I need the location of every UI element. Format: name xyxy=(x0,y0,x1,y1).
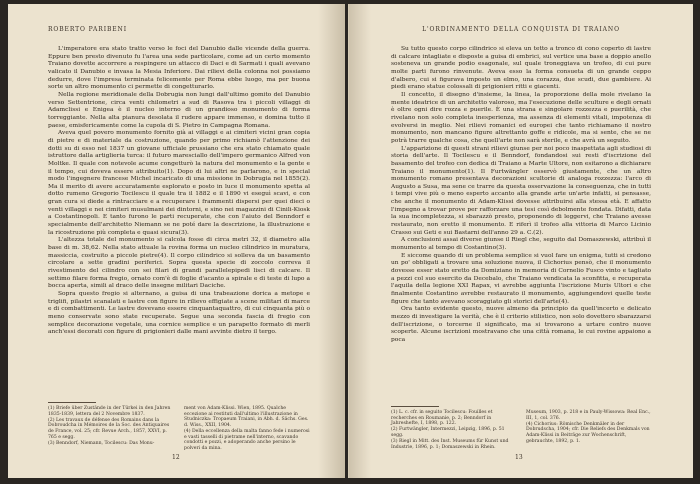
right-body-text xyxy=(391,46,651,345)
paragraph: E siccome quando di un problema semplice si vuol fare un enigma, tutti si credono un po' obbligati a trovare una soluzione nuova, il Cichorius pensò, che il monumento dovesse esser stato eretto da Domiziano in memoria di Cornelio Fusco vinto e tagliato a pezzi col suo esercito da Decebalo, che Traiano vendicata la sconfitta, e recuperata l'aquila della legione XXI Rapax, vi avrebbe aggiunta l'iscrizione Muris Ultori e che finalmente Costantino avrebbe restaurato il monumento, aggiungendovi quelle teste figure che tanto avevano scoraggiato gli storici dell'arte(4). xyxy=(391,252,651,305)
left-page xyxy=(8,4,345,478)
paragraph: Ora tanto evidente questo, nuove almeno da principio da quell'incerto e delicato mezzo di investigare la verità, che è il criterio stilistico, non solo dovettero sbarazzarsi dell'iscrizione, o torcerne il significato, ma si trovarono a urtare contro nuove scoperte. Alcune iscrizioni mostravano che una città romana, le cui rovine appaiono a poca xyxy=(391,306,651,343)
paragraph: Nella regione meridionale della Dobrugia non lungi dall'ultimo gomito del Danubio verso Settentrione, circa venti chilometri a sud di Rasova tra i piccoli villaggi di Adamclissi e Enigea è il nucleo interno di un grandioso monumento di forma torreggiante. Nella alta pianura desolata il rudere appare immenso, e domina tutto il paese, emisfericamente come la cupola di S. Pietro in Campagna Romana. xyxy=(48,91,310,129)
left-footnotes xyxy=(48,406,310,452)
paragraph: Su tutto questo corpo cilindrico si eleva un tetto a tronco di cono coperto di lastre di calcare intagliate e disposte a guisa di embrici, sul vertice una base a doppio anello sosteneva un grande podio esagonale, sul quale troneggiava un trofeo, di cui pure molte parti furono rinvenute. Aveva esso la forma consueta di un grande ceppo d'albero, cui si figurava imposto un elmo, una corazza, due scudi, due gambiere. Ai piedi erano statue colossali di prigionieri ritti e giacenti. xyxy=(391,46,651,91)
footnote: (1) L. c. cfr. in seguito Tocilescu: Fouilles et recherches en Roumanie, p. 2; Benndorf in Jahreshefte, I, 1898, p. 122. xyxy=(391,410,493,427)
footnote-column xyxy=(48,406,174,452)
footnote-column xyxy=(391,410,516,451)
footnote: (2) Furtwängler, Intermezzi, Leipzig, 1896, p. 51 segg. xyxy=(391,427,505,438)
footnote-column xyxy=(184,406,310,452)
left-page-number: 12 xyxy=(172,454,180,461)
paragraph: Sopra questo fregio si alternano, a guisa di una trabeazione dorica a metope e triglifi, pilastri scanalati e lastre con figure in rilievo effigiate a scene militari di marce e di combattimenti. Le lastre dovevano essere cinquantaquattro, di cui cinquanta più o meno conservate sono state recuperate. Segue una seconda fascia di fregio con semplice decorazione vegetale, una cornice semplice e un parapetto formato di merli anch'essi decorati con figure di prigionieri dalle mani avvinte dietro il tergo. xyxy=(48,291,310,336)
right-running-header: L'ORDINAMENTO DELLA CONQUISTA DI TRAIANO xyxy=(422,26,620,33)
footnote: (1) Briefe über Zustände in der Türkei in den Jahren 1835-1839, lettera del 2 Novembre 1837. xyxy=(48,406,171,417)
left-running-header: ROBERTO PARIBENI xyxy=(48,26,127,33)
footnote-rule xyxy=(391,406,439,407)
footnote: (3) Riegl in Mitt. des Inst. Museums für Kunst und Industrie, 1896, p. 1; Domaszewski in Rhein. xyxy=(391,439,509,450)
footnote: Museum, 1903, p. 218 e in Pauly-Wissowa: Real Enc., III, 1, col. 376. xyxy=(526,410,651,421)
paragraph: Aveva quel povero monumento fornito già ai villaggi e ai cimiteri vicini gran copia di pietre e di materiale da costruzione, quando per primo richiamò l'attenzione dei dotti su di esso nel 1837 un giovane ufficiale prussiano che era stato chiamato quale istruttore dalla artiglieria turca: il futuro maresciallo dell'impero germanico Alfred von Moltke. Il quale con notevole acume congetturò la natura del monumento e la gente e il tempo, cui doveva essere attribuito(1). Dopo di lui altri ne parlarono, e in special modo l'ingegnere francese Michel incaricato di una missione in Dobrugia nel 1855(2). Ma il merito di avere accuratamente esplorato e posto in luce il monumento spetta al dotto rumeno Gregorio Tocilescu il quale tra il 1882 e il 1890 vi eseguì scavi, e con gran cura si diede a rintracciare e a recuperare i frammenti dispersi per quei dieci o venti villaggi e nei cimiteri musulmani dei dintorni, e sino nei magazzini di Cinili-Kiosk a Costantinopoli. E tanto furono le parti recuperate, che con l'aiuto del Benndorf e specialmente dell'architetto Niemann se ne poté dare la descrizione, la illustrazione e la ricostruzione più completa e quasi sicura(3). xyxy=(48,130,310,236)
footnote: (4) Della eccellenza della malta fanno fede i numerosi e vasti tasselli di pietrame nell'interno, scavando condotti e pozzi, e adoperando anche persino le polveri da mina. xyxy=(184,428,310,451)
right-page xyxy=(348,4,693,478)
footnote: (2) Les travaux de défense des Romains dans la Dobroudcha in Mémoires de la Soc. des Antiquaires de France, vol. 25; cfr. Revue Arch., 1857, XXVI, p. 765 e segg. xyxy=(48,417,170,440)
paragraph: Il concetto, il disegno d'insieme, la linea, la proporzione della mole rivelano la mente ideatrice di un architetto valoroso, ma l'esecuzione delle sculture e degli ornati è oltre ogni dire rozza e puerile. È una strana e singolare rozzezza e puerilità, che rivelano non solo completa inesperienza, ma assenza di elementi vitali, impotenza di evolversi in meglio. Nei rilievi romanici ed europei che tanto richiamano il nostro monumento, non mancano figure altrettanto goffe e ridicole, ma si sente, che se ne potrà trarre qualche cosa, che quell'arte non sarà sterile, e che avrà un seguito. xyxy=(391,91,651,144)
left-gutter-shadow xyxy=(318,4,344,478)
right-gutter-shadow xyxy=(349,4,371,478)
footnote: (4) Cichorius: Römische Denkmäler in der Dobrudscha, 1904; cfr. Die Reliefs des Denkmals von Adam-Klissi in Beiträge zur Wochenschrift, gebrauchte, 1892, p. 1. xyxy=(526,421,650,444)
footnote: (3) Benndorf, Niemann, Tocilescu: Das Monu- xyxy=(48,440,155,446)
paragraph: A conclusioni assai diverse giunse il Riegl che, seguito dal Domaszewski, attribuì il monumento al tempo di Costantino(3). xyxy=(391,237,651,252)
footnote-column xyxy=(526,410,651,451)
right-page-number: 13 xyxy=(515,454,523,461)
left-body-text xyxy=(48,46,310,337)
paragraph: L'apparizione di questi strani rilievi giunse per noi poco inaspettata agli studiosi di storia dell'arte. Il Tocilescu e il Benndorf, fondandosi sui resti d'iscrizione del basamento del trofeo con dedica di Traiano a Marte Ultore, non esitarono a dichiarare Traiano il monumento(1). Il Furtwängler osservò giustamente, che un altro monumento romano presentava decorazioni scultorie di analoga rozzezza: l'arco di Augusto a Susa, ma sene ce trarre da questa osservazione la conseguenza, che in tutti i tempi vive più o meno esperto accanto alla grande arte un'arte infatti, si pensasse, che anche il monumento di Adam-Klissi dovesse attribuirsi alla stessa età. E affatto l'impegno a trovar prove per rafforzare una tesi così debolmente fondata. Difatti, data la sua incompletezza, si sbarazzò presto, proponendo di leggervi, che Traiano avesse restaurato, non eretto il monumento. E riferì il trofeo alla vittoria di Marco Licinio Crasso sui Geti e sui Bastarni dell'anno 29 a. C.(2). xyxy=(391,145,651,236)
right-footnotes xyxy=(391,410,651,451)
paragraph: L'imperatore era stato tratto verso le foci del Danubio dalle vicende della guerra. Eppure ben presto divenuto fu l'area una sede particolare, come ad un certo momento Traiano dovette accorrere a respingere un attacco di Daci e di Sarmati i quali avevano valicato il Danubio e invasa la Mesia Inferiore. Dai rilievi della colonna noi possiamo dedurre, dove l'impresa terminata felicemente per Roma ebbe luogo, ma per buona sorte un altro monumento ci permette di congetturarlo. xyxy=(48,46,310,91)
footnote: ment von Adam-Klissi. Wien, 1895. Qualche eccezione ai restituti dall'ultimo l'illustrazione in Studniczka: Tropaeum Traiani, in Abh. d. Sächs. Ges. d. Wiss., XXII, 1904. xyxy=(184,406,309,428)
paragraph: L'altezza totale del monumento si calcola fosse di circa metri 32, il diametro alla base di m. 38,62. Nella stato attuale la rovina forma un nucleo cilindrico in muratura, massiccia, costruito a piccole pietre(4). Il corpo cilindrico si solleva da un basamento circolare a sette gradini periferici. Sopra questa specie di zoccolo correva il rivestimento del cilindro con sei filari di grandi parallelepipedi lisci di calcare. Il settimo filare forma fregio, ornato com'è di foglie d'acanto a spirale e di teste di lupo a bocca aperta, simili al draco delle insegne militari Daciche. xyxy=(48,237,310,290)
footnote-rule xyxy=(48,402,96,403)
